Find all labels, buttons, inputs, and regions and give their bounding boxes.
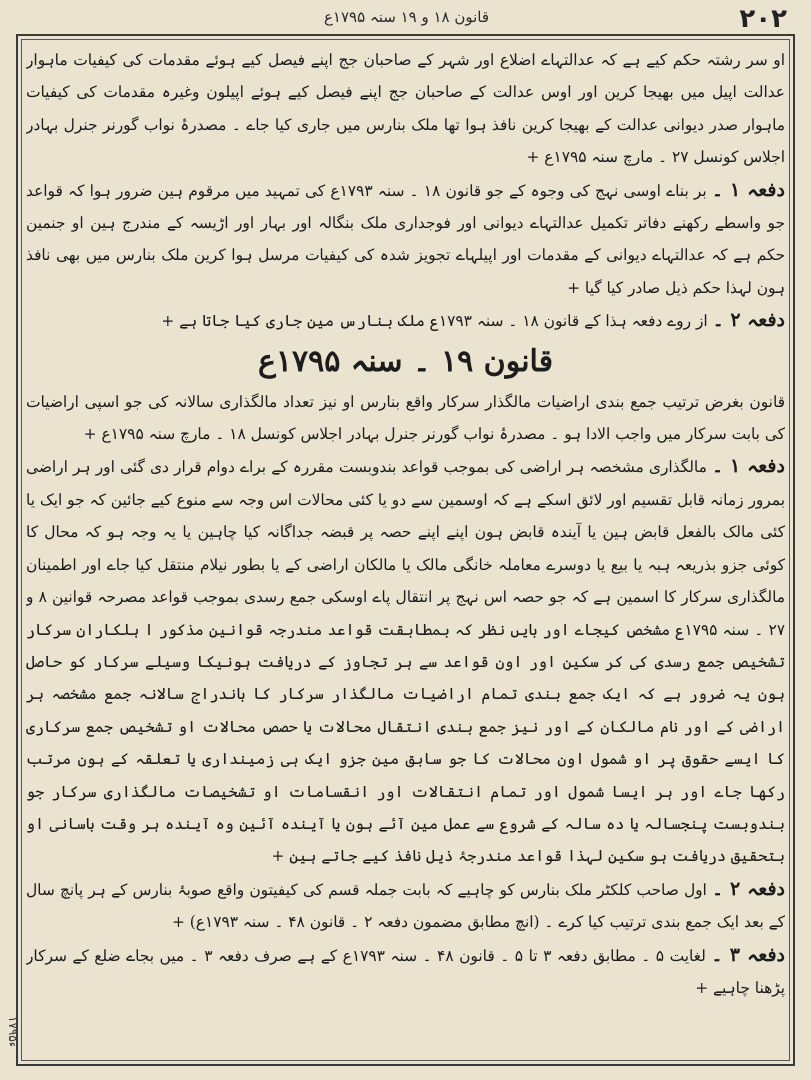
section-heading: دفعہ ۲ ۔: [712, 877, 785, 900]
section-heading: دفعہ ۳ ۔: [711, 943, 785, 966]
section-heading: دفعہ ۱ ۔: [712, 455, 785, 478]
paragraph-text: او سر رشتہ حکم کیے ہے کہ عدالتہاے اضلاع اور شہر کے صاحبان جج اپنے فیصل کیے ہوئے مقدمات کی کیفیات ماہوار عدالت اپیل میں بھیجا کرین اور اوس عدالت کے صاحبان جج اپنے فیصل کیے ہوئے اپیلون وغیرہ مقدمات کی کیفیات ماہوار صدر دیوانی عدالت کے بھیجا کرین نافذ ہوا تھا ملک بنارس میں جاری کیا جاے ۔ مصدرۂ نواب گورنر جنرل بہادر اجلاس کونسل ۲۷ ۔ مارچ سنہ ۱۷۹۵ع +: [26, 51, 785, 167]
paragraph-section-1: [26, 174, 785, 305]
paragraph-text: اول صاحب کلکٹر ملک بنارس کو چاہیے کہ بابت جملہ قسم کی کیفیتون واقع صوبۂ بنارس کے ہر پانچ سال کے بعد ایک جمع بندی ترتیب کیا کرے ۔ (انچ مطابق مضمون دفعہ ۲ ۔ قانون ۴۸ ۔ سنہ ۱۷۹۳ع) +: [26, 880, 785, 932]
law-section-3: [26, 939, 785, 1005]
body-text: [26, 44, 785, 1056]
paragraph-text: لغایت ۵ ۔ مطابق دفعہ ۳ تا ۵ ۔ قانون ۴۸ ۔ سنہ ۱۷۹۳ع کے ہے صرف دفعہ ۳ ۔ میں بجاے ضلع کے سرکار پڑھنا چاہیے +: [26, 946, 785, 997]
paragraph-section-2: [26, 304, 785, 337]
page-number: ۲۰۲: [739, 4, 787, 34]
law-section-1: [26, 450, 785, 872]
paragraph-text: مالگذاری مشخصہ ہر اراضی کی بموجب قواعد بندوبست مقررہ کے براے دوام قرار دی گئی اور ہر اراضی بمرور زمانہ قابل تقسیم اور لائق اسکے ہے کہ اوسمین سے دو یا کئی محالات اس وجہ سے منوع کیے جائین کہ جو ایک یا کئی مالک بالفعل قابض ہین یا آیندہ قابض ہون اپنے اپنے حصہ پر قبضہ جداگانہ کیا چاہین یا یہ وجہ ہو کہ محال کا کوئی جزو بذریعہ ہبہ یا بیع یا دوسرے معاملہ خانگی مالک یا مالکان اراضی کے یا بطور نیلام منتقل کیا جاے اور اطمینان مالگذاری سرکار کا اسمین ہے کہ جو حصہ اس نہج پر انتقال پاے اوسکی جمع رسدی بموجب قواعد مصرحہ قوانین ۸ و ۲۷ ۔ سنہ ۱۷۹۵ع مشخص کیجاے اور بایں نظر کہ بمطابقت قواعد مندرجہ قوانین مذکور ا ہلکاران سرکار تشخیص جمع رسدی کی کر سکین اور اون قواعد سے ہر تجاوز کے دریافت ہونیکا وسیلے سرکار کو حاصل ہون یہ ضرور ہے کہ ایک جمع بندی تمام اراضیات مالگذار سرکار کا باندراج سالانہ جمع مشخصہ ہر اراضی کے اور نام مالکان کے اور نیز جمع بندی انتقال محالات یا حصص محالات او تشخیص جمع سرکاری کا ایسے حقوق پر او شمول اون محالات کا جو سابق مین جزو ایک ہی زمینداری یا تعلقہ کے ہون مرتب رکھا جاے اور ہر ایسا شمول اور تمام انتقالات اور انقسامات او تشخیصات مالگذاری سرکار جو بندوبست پنجسالہ یا دہ سالہ کے شروع سے عمل مین آئے ہون یا آیندہ آئین وہ آیندہ ہر وقت باسانی او بتحقیق دریافت ہو سکین لہذا قواعد مندرجۂ ذیل نافذ کیے جاتے ہین +: [26, 458, 785, 866]
paragraph-text: بر بناے اوسی نہج کی وجوہ کے جو قانون ۱۸ ۔ سنہ ۱۷۹۳ع کی تمہید میں مرقوم ہین ضرور ہوا کہ قواعد جو واسطے رکھنے دفاتر تکمیل عدالتہاے دیوانی اور فوجداری ملک بنگالہ اور بہار اور اڑیسہ کے مندرج ہین او جنمین حکم ہے کہ عدالتہاے دیوانی کے مقدمات اور اپیلہاے تجویز شدہ کی کیفیات مرسل ہوا کرین ملک بنارس میں بھی نافذ ہون لہذا حکم ذیل صادر کیا گیا +: [26, 181, 785, 297]
law-section-2: [26, 873, 785, 939]
page-header: [16, 4, 797, 34]
law-preamble: [26, 386, 785, 451]
paragraph-text: قانون بغرض ترتیب جمع بندی اراضیات مالگذار سرکار واقع بنارس او نیز تعداد مالگذاری سالانہ کی جو اسپی اراضیات کی بابت سرکار میں واجب الادا ہو ۔ مصدرۂ نواب گورنر جنرل بہادر اجلاس کونسل ۱۸ ۔ مارچ سنہ ۱۷۹۵ع +: [26, 392, 785, 444]
margin-note: ۱۷۹۵ء: [6, 1016, 20, 1048]
section-heading: دفعہ ۲ ۔: [712, 309, 785, 332]
running-title: قانون ۱۸ و ۱۹ سنہ ۱۷۹۵ع: [323, 8, 490, 26]
paragraph-preamble: [26, 44, 785, 174]
law-title: قانون ۱۹ ۔ سنہ ۱۷۹۵ع: [257, 343, 554, 379]
paragraph-text: از روے دفعہ ہذا کے قانون ۱۸ ۔ سنہ ۱۷۹۳ع ملک بنارس مین جاری کیا جاتا ہے +: [161, 312, 708, 331]
section-heading: دفعہ ۱ ۔: [711, 178, 785, 201]
